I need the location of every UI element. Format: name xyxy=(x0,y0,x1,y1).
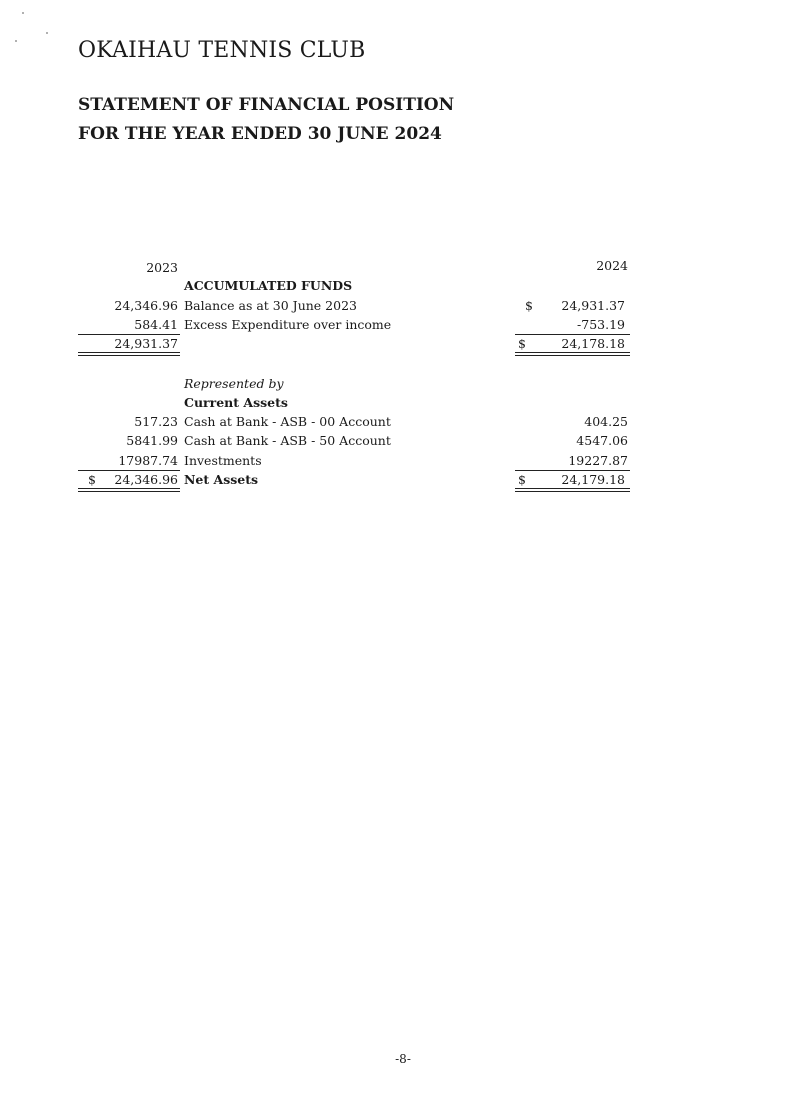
prior-value: 584.41 xyxy=(134,317,178,332)
prior-value: 517.23 xyxy=(134,414,178,429)
total-double-rule xyxy=(515,488,630,492)
currency-symbol: $ xyxy=(525,298,533,313)
accumulated-funds-heading: ACCUMULATED FUNDS xyxy=(184,278,353,293)
subtotal-rule xyxy=(78,334,180,335)
statement-title: STATEMENT OF FINANCIAL POSITION xyxy=(78,95,455,115)
subtotal-rule xyxy=(515,470,630,471)
row-label: Cash at Bank - ASB - 50 Account xyxy=(184,433,391,448)
subtotal-rule xyxy=(78,470,180,471)
scan-speck xyxy=(15,40,17,42)
total-double-rule xyxy=(515,352,630,356)
prior-value: 24,346.96 xyxy=(114,298,178,313)
current-value: 4547.06 xyxy=(576,433,628,448)
scan-speck xyxy=(22,12,24,14)
prior-value: 17987.74 xyxy=(118,453,178,468)
currency-symbol: $ xyxy=(88,472,96,487)
row-label: Investments xyxy=(184,453,262,468)
subtotal-rule xyxy=(515,334,630,335)
net-assets-label: Net Assets xyxy=(184,472,259,487)
organization-name: OKAIHAU TENNIS CLUB xyxy=(78,38,366,63)
prior-value: 5841.99 xyxy=(126,433,178,448)
total-double-rule xyxy=(78,488,180,492)
statement-period: FOR THE YEAR ENDED 30 JUNE 2024 xyxy=(78,124,442,144)
column-header-2023: 2023 xyxy=(146,260,178,275)
current-value: 19227.87 xyxy=(568,453,628,468)
scan-speck xyxy=(46,32,48,34)
current-value: -753.19 xyxy=(577,317,625,332)
prior-total: 24,346.96 xyxy=(114,472,178,487)
currency-symbol: $ xyxy=(518,336,526,351)
page-number: -8- xyxy=(395,1052,411,1066)
currency-symbol: $ xyxy=(518,472,526,487)
current-total: 24,178.18 xyxy=(561,336,625,351)
row-label: Cash at Bank - ASB - 00 Account xyxy=(184,414,391,429)
row-label: Balance as at 30 June 2023 xyxy=(184,298,357,313)
current-total: 24,179.18 xyxy=(561,472,625,487)
column-header-2024: 2024 xyxy=(596,258,628,273)
total-double-rule xyxy=(78,352,180,356)
row-label: Excess Expenditure over income xyxy=(184,317,392,332)
current-value: 24,931.37 xyxy=(561,298,625,313)
current-value: 404.25 xyxy=(584,414,628,429)
prior-total: 24,931.37 xyxy=(114,336,178,351)
current-assets-heading: Current Assets xyxy=(184,395,288,410)
represented-by-label: Represented by xyxy=(184,376,284,391)
